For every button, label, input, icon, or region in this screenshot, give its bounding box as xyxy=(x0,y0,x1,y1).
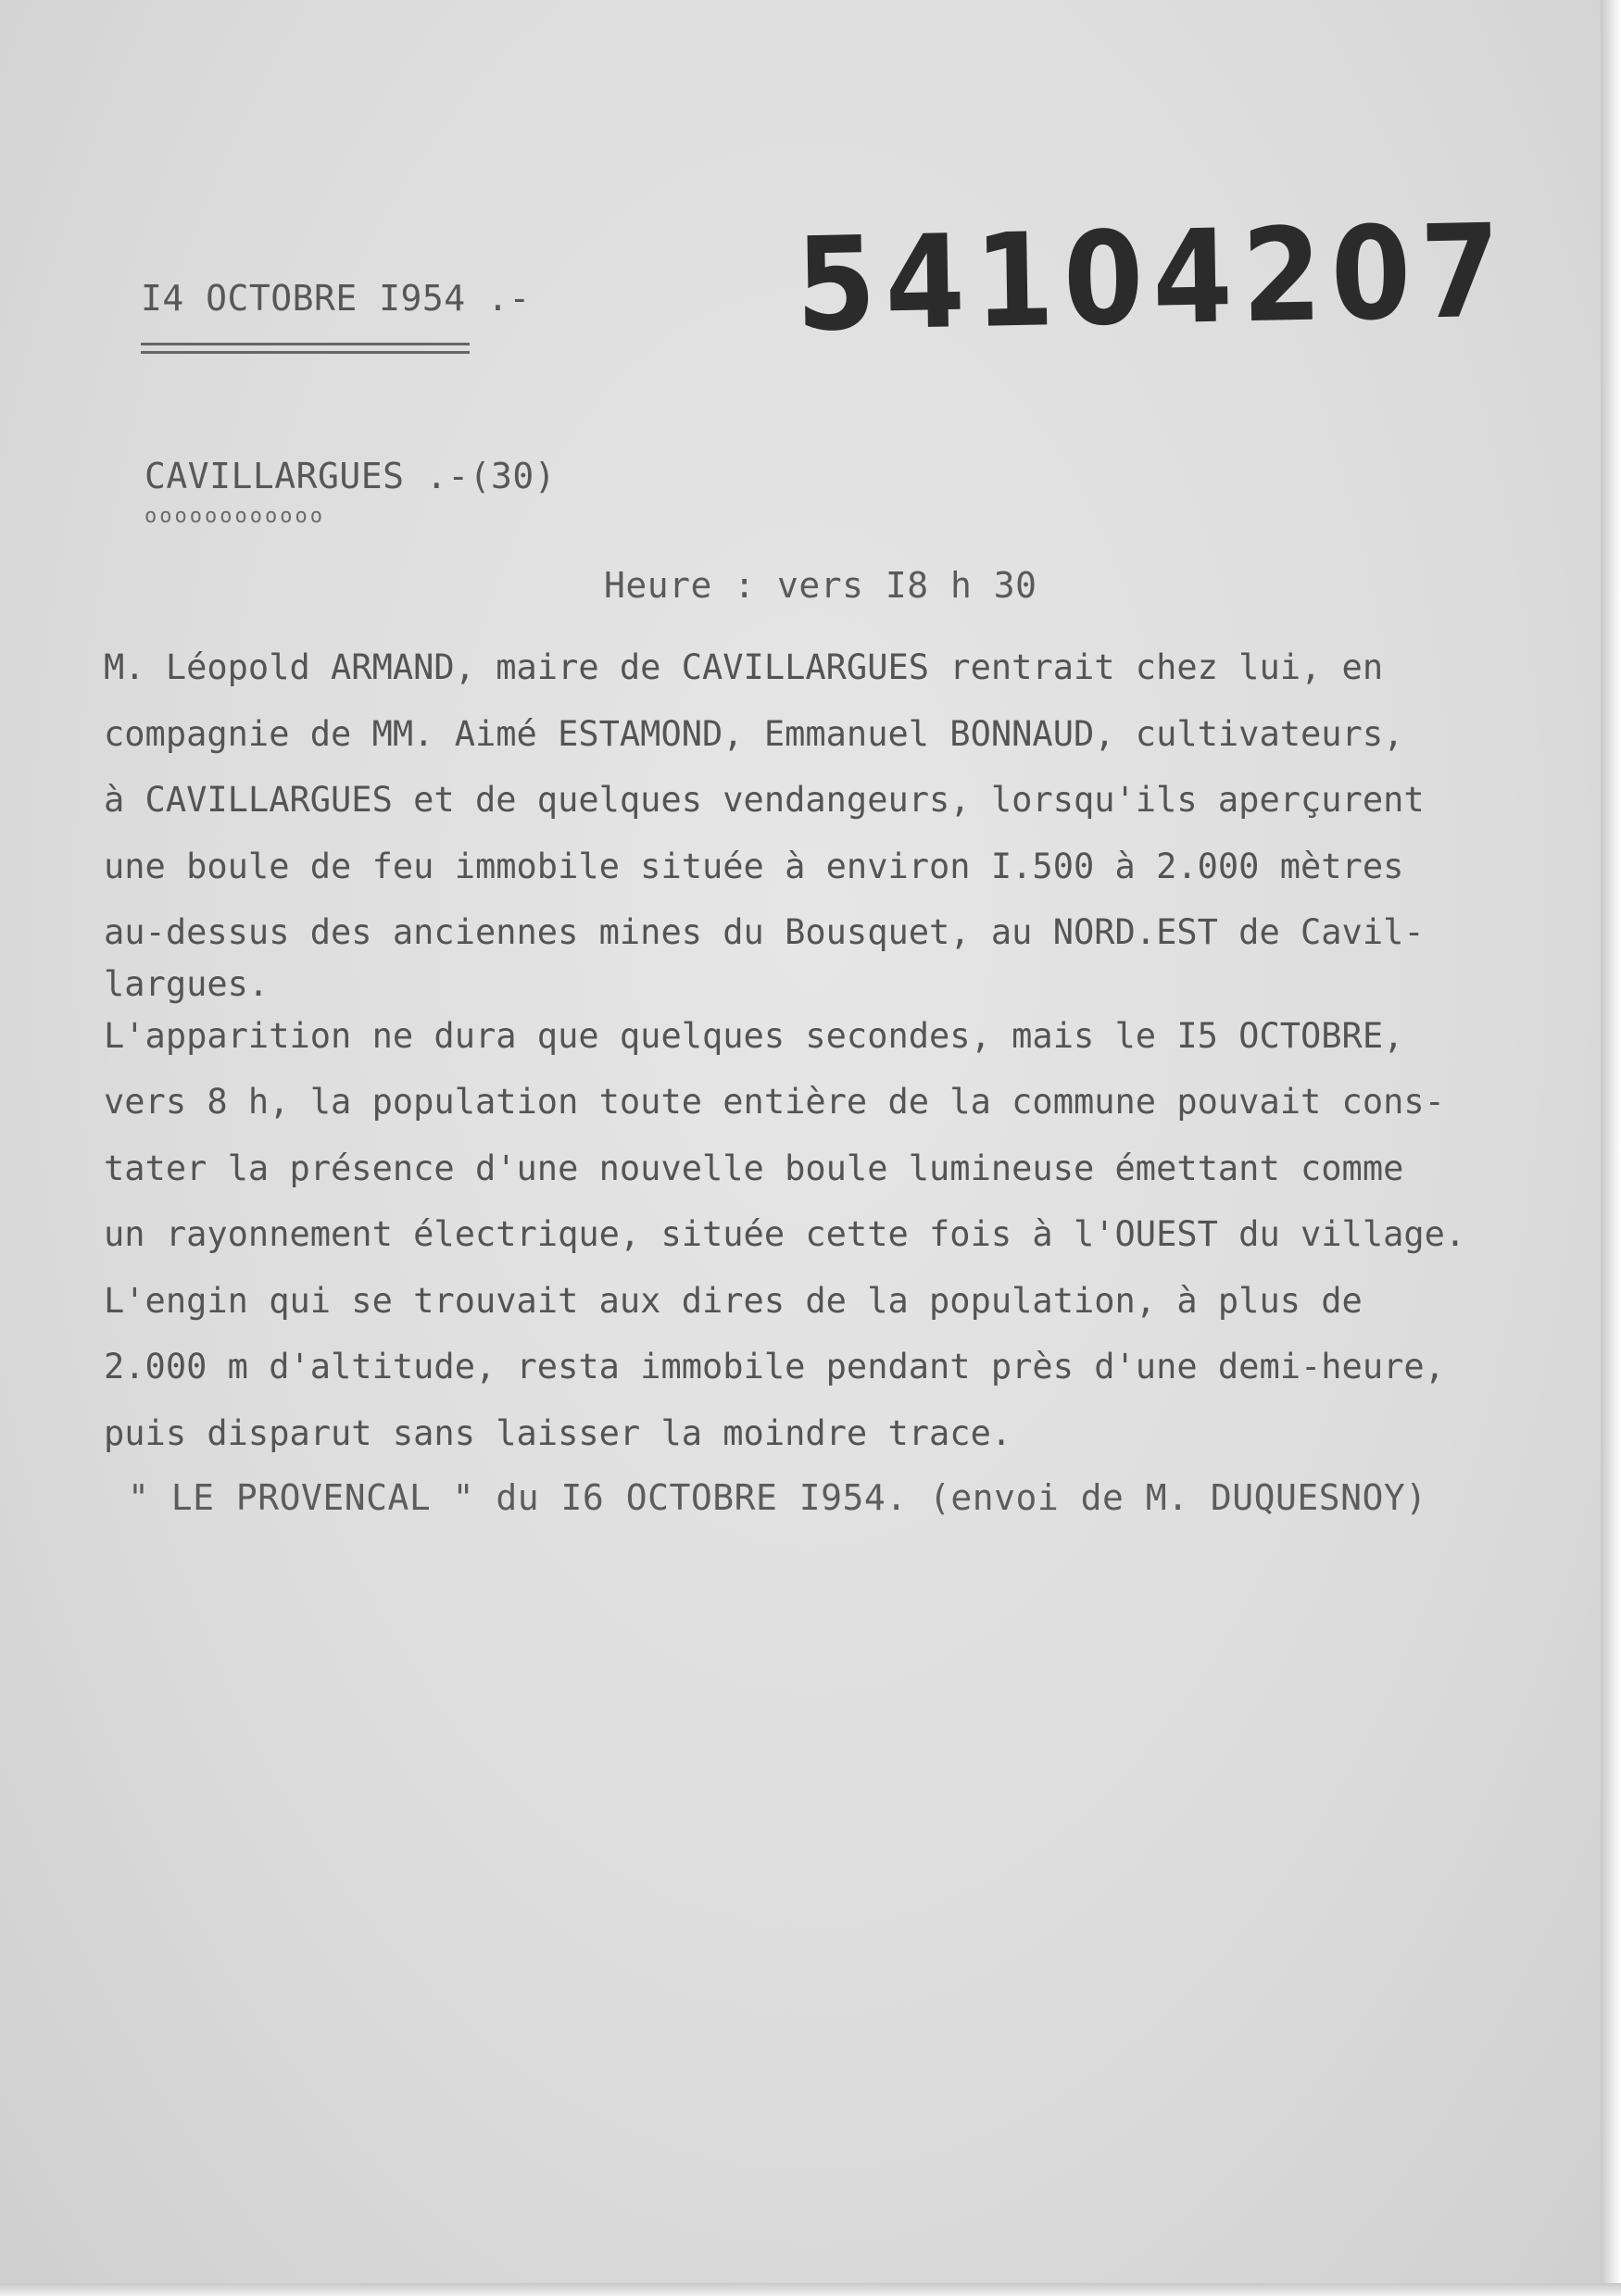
report-body xyxy=(104,634,1549,1466)
body-line: puis disparut sans laisser la moindre trace. xyxy=(104,1412,1012,1453)
body-line: à CAVILLARGUES et de quelques vendangeurs, lorsqu'ils aperçurent xyxy=(104,780,1425,820)
place-heading: CAVILLARGUES .-(30) xyxy=(145,456,557,496)
body-line: vers 8 h, la population toute entière de la commune pouvait cons- xyxy=(104,1082,1445,1122)
body-line: L'engin qui se trouvait aux dires de la population, à plus de xyxy=(104,1280,1363,1321)
place-underline: oooooooooooo xyxy=(145,505,325,528)
body-line: M. Léopold ARMAND, maire de CAVILLARGUES rentrait chez lui, en xyxy=(104,647,1384,687)
body-line: 2.000 m d'altitude, resta immobile pendant près d'une demi-heure, xyxy=(104,1347,1445,1386)
body-line: compagnie de MM. Aimé ESTAMOND, Emmanuel BONNAUD, cultivateurs, xyxy=(104,713,1404,754)
body-line: un rayonnement électrique, située cette fois à l'OUEST du village. xyxy=(104,1214,1466,1254)
body-line: une boule de feu immobile située à environ I.500 à 2.000 mètres xyxy=(104,846,1404,886)
time-line: Heure : vers I8 h 30 xyxy=(604,565,1037,606)
page-edge-bottom xyxy=(0,2283,1621,2296)
body-line: tater la présence d'une nouvelle boule lumineuse émettant comme xyxy=(104,1148,1404,1188)
body-line: L'apparition ne dura que quelques secondes, mais le I5 OCTOBRE, xyxy=(104,1015,1404,1056)
body-line: largues. xyxy=(104,963,270,1004)
document-date: I4 OCTOBRE I954 .- xyxy=(141,278,531,319)
body-line: au-dessus des anciennes mines du Bousquet, au NORD.EST de Cavil- xyxy=(104,912,1425,952)
reference-number-stamp: 54104207 xyxy=(795,196,1511,361)
source-citation: " LE PROVENCAL " du I6 OCTOBRE I954. (envoi de M. DUQUESNOY) xyxy=(128,1477,1427,1518)
page-edge-right xyxy=(1601,0,1621,2296)
date-double-underline xyxy=(141,343,470,354)
